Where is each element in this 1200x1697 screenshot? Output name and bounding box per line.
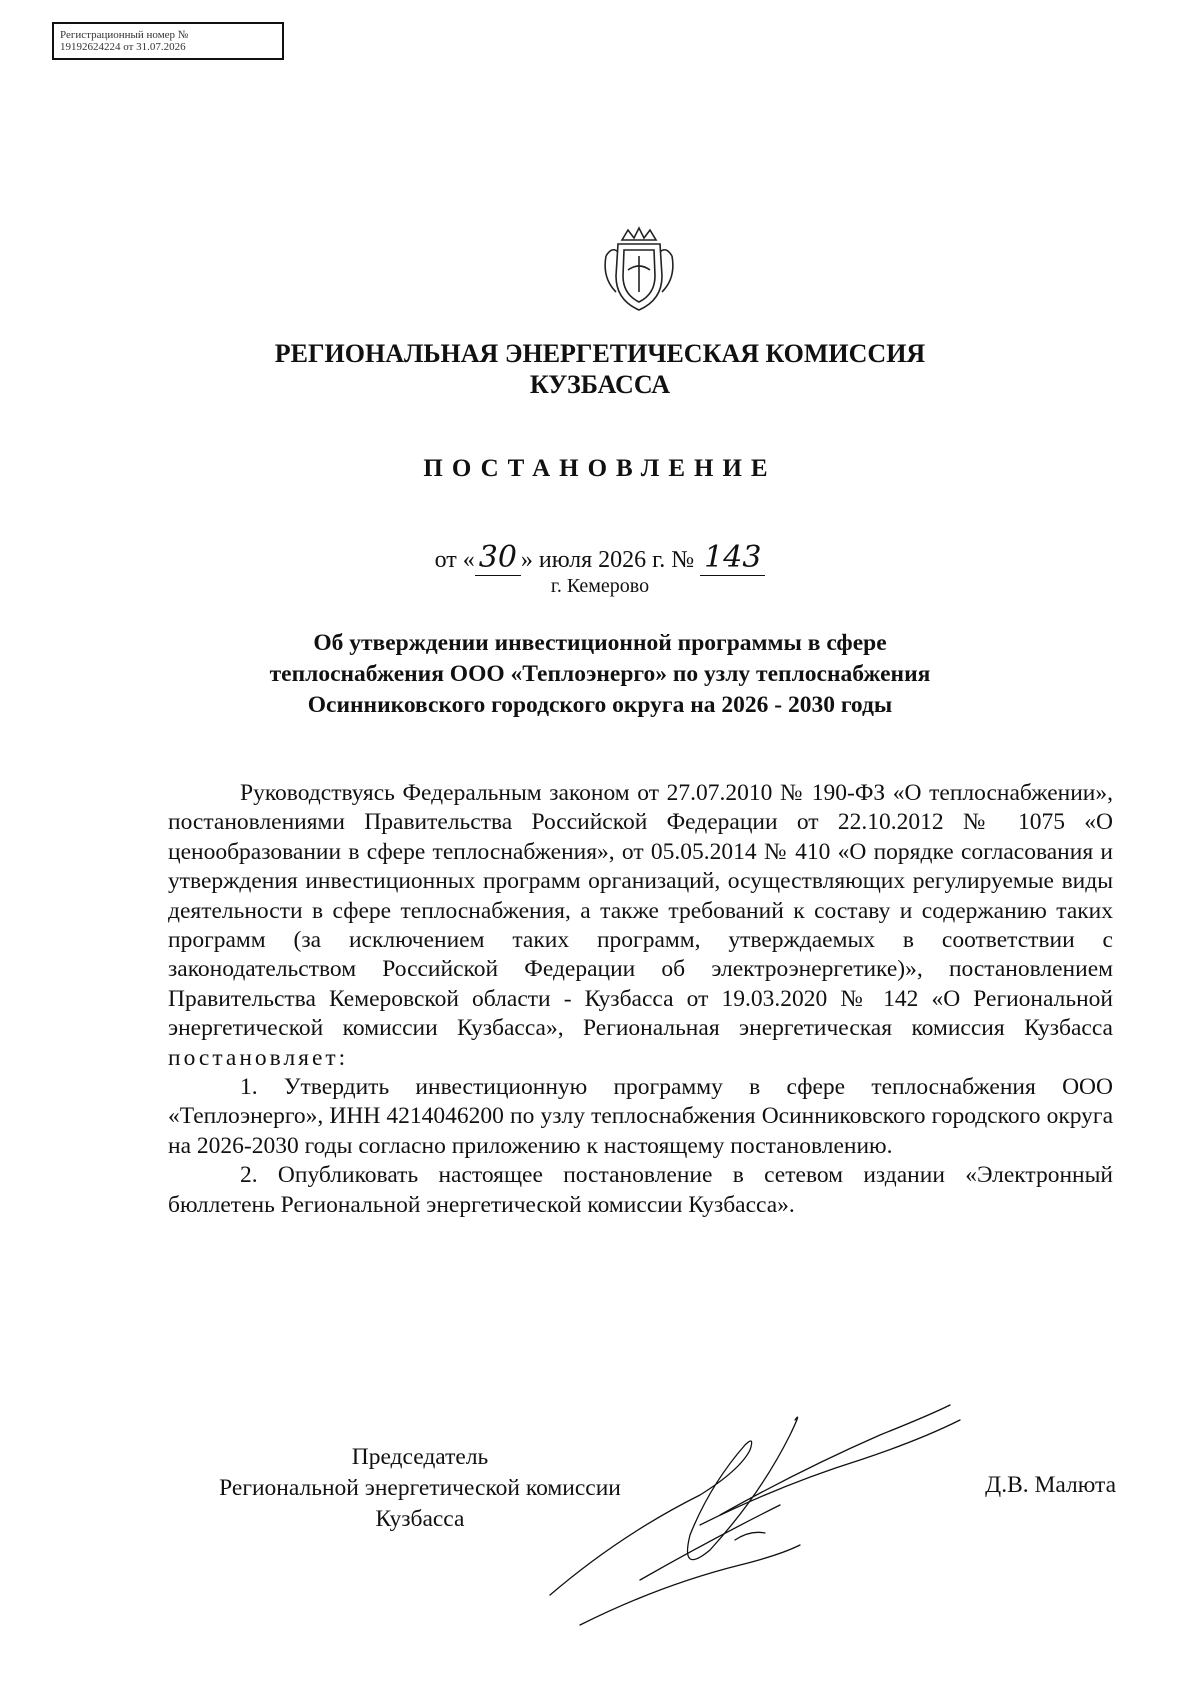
date-prefix: от « bbox=[434, 547, 475, 573]
document-date-line bbox=[0, 540, 1200, 576]
organization-line-2: КУЗБАССА bbox=[529, 370, 671, 399]
signatory-title-line-1: Председатель bbox=[351, 1444, 489, 1470]
registration-line-1: Регистрационный номер № bbox=[60, 29, 189, 41]
organization-name bbox=[0, 338, 1200, 400]
resolves-word: постановляет: bbox=[168, 1044, 349, 1071]
signatory-title-line-3: Кузбасса bbox=[375, 1506, 465, 1532]
signatory-name: Д.В. Малюта bbox=[985, 1472, 1116, 1498]
registration-stamp bbox=[52, 22, 284, 60]
signatory-title-line-2: Региональной энергетической комиссии bbox=[219, 1475, 621, 1501]
coat-of-arms-icon bbox=[598, 226, 680, 314]
preamble-text: Руководствуясь Федеральным законом от 27.07.2010 № 190-ФЗ «О теплоснабжении», постановлениями Правительства Российской Федерации от 22.10.2012 № 1075 «О ценообразовании в сфере теплоснабжения», от 05.05.2014 № 410 «О порядке согласования и утверждения инвестиционных программ организаций, осуществляющих регулируемые виды деятельности в сфере теплоснабжения, а также требований к составу и содержанию таких программ (за исключением таких программ, утверждаемых в соответствии с законодательством Российской Федерации об электроэнергетике)», постановлением Правительства Кемеровской области - Кузбасса от 19.03.2020 № 142 «О Региональной энергетической комиссии Кузбасса», Региональная энергетическая комиссия Кузбасса bbox=[168, 780, 1113, 1042]
document-city: г. Кемерово bbox=[550, 575, 650, 597]
handwritten-signature bbox=[540, 1375, 1000, 1635]
item-1: 1. Утвердить инвестиционную программу в сфере теплоснабжения ООО «Теплоэнерго», ИНН 4214046200 по узлу теплоснабжения Осинниковского городского округа на 2026-2030 годы согласно приложению к настоящему постановлению. bbox=[168, 1074, 1113, 1159]
handwritten-day: 30 bbox=[475, 540, 521, 576]
date-middle: » июля 2026 г. № bbox=[520, 547, 695, 573]
handwritten-number: 143 bbox=[700, 540, 765, 576]
registration-line-2: 19192624224 от 31.07.2026 bbox=[60, 41, 186, 53]
document-type: ПОСТАНОВЛЕНИЕ bbox=[423, 455, 777, 482]
item-2: 2. Опубликовать настоящее постановление в сетевом издании «Электронный бюллетень Региональной энергетической комиссии Кузбасса». bbox=[168, 1162, 1113, 1218]
subject-line-3: Осинниковского городского округа на 2026 - 2030 годы bbox=[307, 692, 893, 718]
organization-line-1: РЕГИОНАЛЬНАЯ ЭНЕРГЕТИЧЕСКАЯ КОМИССИЯ bbox=[274, 339, 926, 368]
document-subject bbox=[150, 628, 1050, 721]
preamble-paragraph bbox=[168, 779, 1113, 1073]
document-body bbox=[168, 779, 1113, 1220]
subject-line-2: теплоснабжения ООО «Теплоэнерго» по узлу теплоснабжения bbox=[269, 661, 931, 687]
subject-line-1: Об утверждении инвестиционной программы в сфере bbox=[313, 630, 887, 656]
